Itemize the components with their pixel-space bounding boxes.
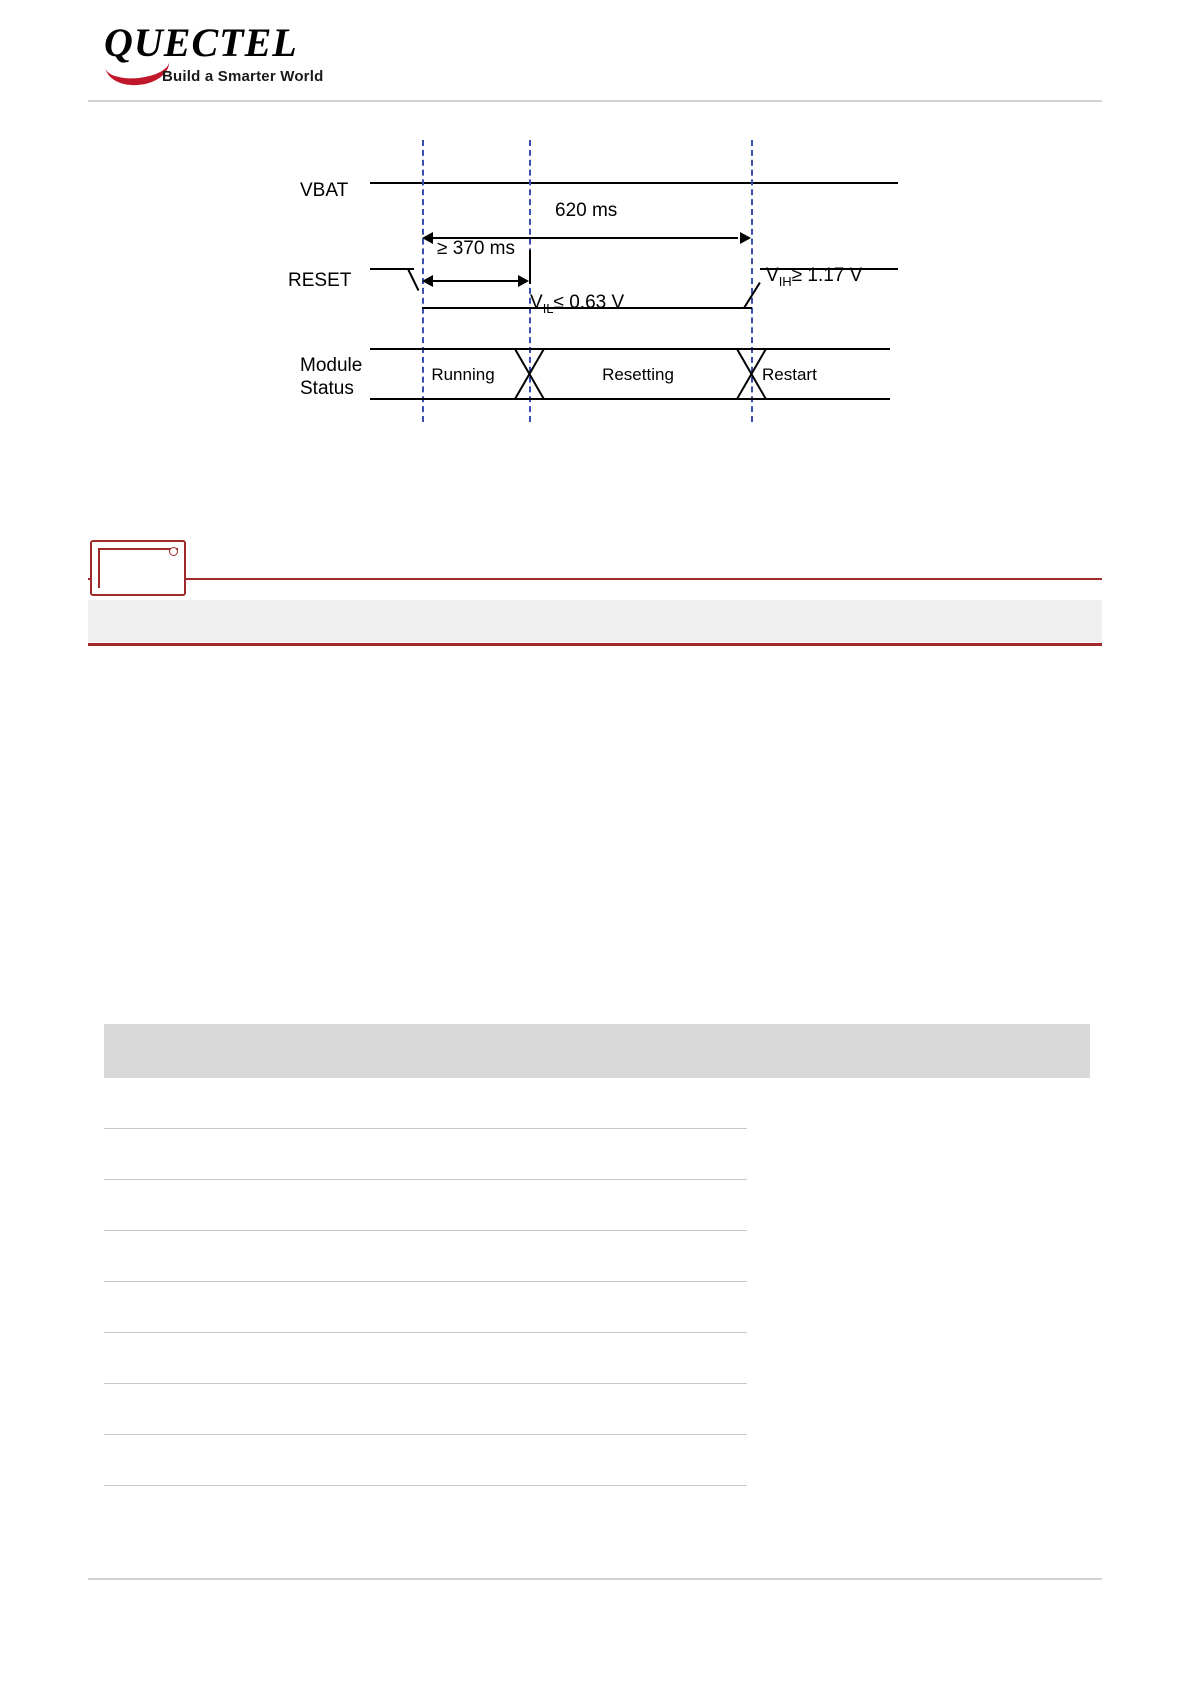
table-cell xyxy=(104,1333,308,1384)
table-cell xyxy=(104,1129,308,1180)
table-cell xyxy=(104,1180,308,1231)
status-restart-label: Restart xyxy=(762,365,817,384)
parameter-table xyxy=(104,1024,1090,1486)
note-icon-dot xyxy=(169,547,178,556)
table-row xyxy=(104,1078,1090,1129)
note-top-rule xyxy=(88,578,1102,580)
note-bottom-rule xyxy=(88,643,1102,646)
table-header-cell-3 xyxy=(557,1024,747,1078)
vih-value: ≥ 1.17 V xyxy=(791,265,863,286)
table-cell xyxy=(747,1435,1090,1486)
dimension-370ms-tick xyxy=(529,250,531,284)
status-bus-top xyxy=(370,348,890,350)
table-cell xyxy=(104,1282,308,1333)
table-cell xyxy=(747,1078,1090,1129)
table-cell xyxy=(104,1078,308,1129)
table-cell xyxy=(104,1435,308,1486)
table-cell xyxy=(747,1282,1090,1333)
table-cell xyxy=(308,1282,558,1333)
table-row xyxy=(104,1333,1090,1384)
vih-subscript: IH xyxy=(778,273,792,289)
quectel-logo xyxy=(104,22,384,84)
table-cell xyxy=(104,1231,308,1282)
table-cell xyxy=(557,1282,747,1333)
table-cell xyxy=(308,1180,558,1231)
table-cell xyxy=(308,1078,558,1129)
logo-tagline: Build a Smarter World xyxy=(162,68,324,85)
table-cell xyxy=(104,1384,308,1435)
table-cell xyxy=(747,1384,1090,1435)
dimension-370ms-line xyxy=(432,280,524,282)
table-cell xyxy=(557,1180,747,1231)
table-cell xyxy=(747,1231,1090,1282)
vil-threshold-label xyxy=(530,292,624,316)
table-cell xyxy=(308,1231,558,1282)
header-divider xyxy=(88,100,1102,102)
dimension-620ms-arrow-right xyxy=(740,232,751,244)
table-head xyxy=(104,1024,1090,1078)
dimension-620ms-arrow-left xyxy=(422,232,433,244)
signal-label-module-status-1: Module xyxy=(300,355,363,376)
table-header-cell-2 xyxy=(308,1024,558,1078)
vbat-waveform xyxy=(370,182,898,184)
dimension-370ms-arrow-left xyxy=(422,275,433,287)
vih-threshold-label xyxy=(766,265,862,289)
signal-label-vbat: VBAT xyxy=(300,180,349,201)
table-row xyxy=(104,1384,1090,1435)
table-row xyxy=(104,1231,1090,1282)
dimension-370ms-label: ≥ 370 ms xyxy=(437,238,516,259)
table-cell xyxy=(557,1384,747,1435)
reset-timing-diagram xyxy=(0,120,1190,440)
parameter-table-element xyxy=(104,1024,1090,1486)
table-cell xyxy=(747,1129,1090,1180)
table-cell xyxy=(308,1384,558,1435)
status-resetting-label: Resetting xyxy=(602,365,674,384)
table-header-cell-1 xyxy=(104,1024,308,1078)
table-cell xyxy=(557,1129,747,1180)
vil-symbol: V xyxy=(530,292,543,313)
table-cell xyxy=(557,1333,747,1384)
table-row xyxy=(104,1282,1090,1333)
reset-falling-edge xyxy=(407,269,419,291)
note-callout xyxy=(88,578,1102,646)
note-icon-inner-shape xyxy=(98,548,178,588)
signal-label-module-status-2: Status xyxy=(300,378,354,399)
status-bus-bottom xyxy=(370,398,890,400)
table-cell xyxy=(308,1333,558,1384)
note-body xyxy=(88,600,1102,642)
page-header xyxy=(0,0,1190,108)
status-running-label: Running xyxy=(431,365,495,384)
table-header-row xyxy=(104,1024,1090,1078)
dimension-620ms-label: 620 ms xyxy=(555,200,618,221)
table-cell xyxy=(308,1435,558,1486)
table-cell xyxy=(557,1078,747,1129)
footer-divider xyxy=(88,1578,1102,1580)
vil-value: ≤ 0.63 V xyxy=(553,292,625,313)
table-header-cell-4 xyxy=(747,1024,1090,1078)
table-row xyxy=(104,1435,1090,1486)
table-cell xyxy=(308,1129,558,1180)
table-cell xyxy=(557,1435,747,1486)
table-cell xyxy=(557,1231,747,1282)
vil-subscript: IL xyxy=(542,300,554,316)
table-row xyxy=(104,1180,1090,1231)
table-cell xyxy=(747,1180,1090,1231)
logo-wordmark: QUECTEL xyxy=(104,20,298,65)
table-row xyxy=(104,1129,1090,1180)
table-cell xyxy=(747,1333,1090,1384)
note-icon xyxy=(90,540,186,596)
vih-symbol: V xyxy=(766,265,779,286)
signal-label-reset: RESET xyxy=(288,270,352,291)
dimension-370ms-arrow-right xyxy=(518,275,529,287)
table-body xyxy=(104,1078,1090,1486)
